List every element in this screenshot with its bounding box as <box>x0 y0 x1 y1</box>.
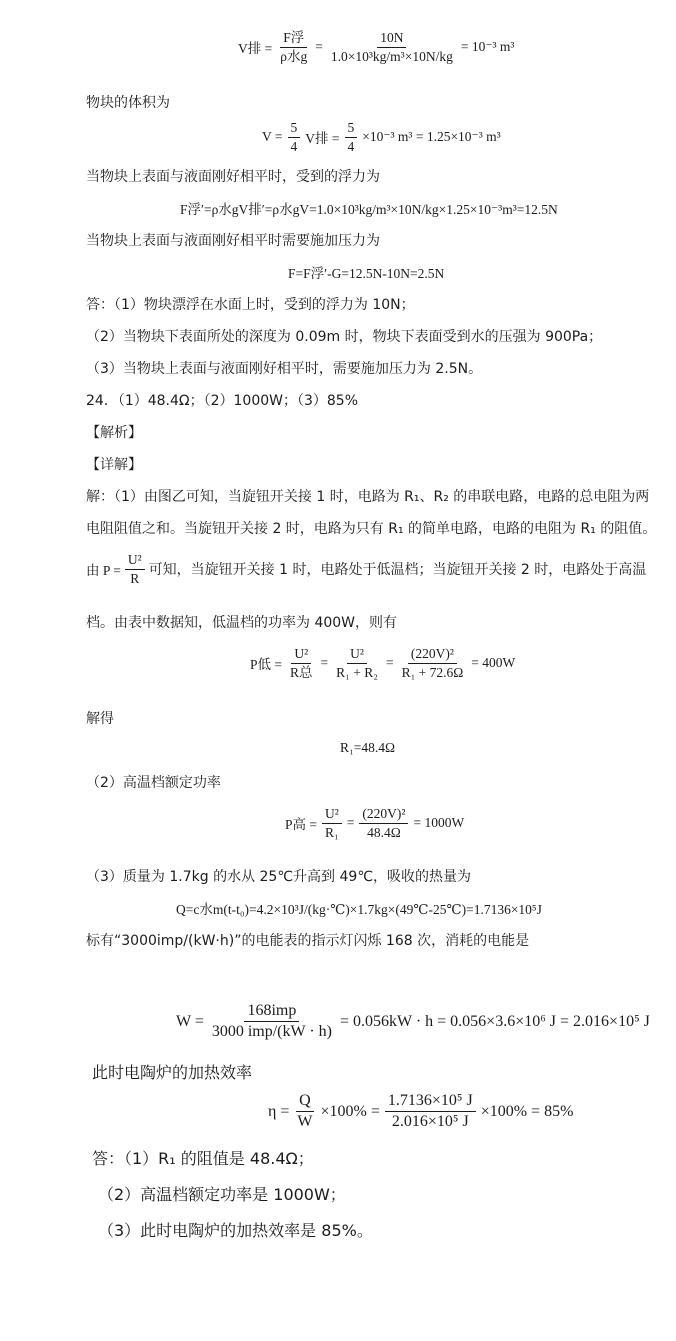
section-heading-details: 【详解】 <box>86 457 142 473</box>
formula-lhs: V排 = <box>238 41 273 57</box>
text-line: 档。由表中数据知，低温档的功率为 400W，则有 <box>86 615 398 631</box>
formula-pressure-force: F=F浮′-G=12.5N-10N=2.5N <box>288 266 445 281</box>
fraction: $\frac{\text{1.7136×10⁵ J}}{\text{2.016×10⁵ J}}$ <box>385 1092 476 1132</box>
text-line: 解得 <box>86 711 114 727</box>
formula-high-power: P高 = $\frac{\text{U²}}{\text{R₁}}$ = $\frac{\text{(220V)²}}{48.4\Omega}$ = 1000W <box>285 806 465 840</box>
text-line: 此时电陶炉的加热效率 <box>92 1063 253 1082</box>
text-line: 当物块上表面与液面刚好相平时，受到的浮力为 <box>86 169 380 185</box>
answer-line: （3）此时电陶炉的加热效率是 85%。 <box>98 1221 373 1240</box>
fraction: $\frac{\text{(220V)²}}{48.4\Omega}$ <box>359 806 408 840</box>
fraction: $\frac{\text{168imp}}{\text{3000 imp/(kW · h)}}$ <box>211 1002 332 1041</box>
fraction: $\frac{5}{4}$ <box>288 120 301 154</box>
text-line: 物块的体积为 <box>86 95 170 111</box>
answer-line: 答：（1）R₁ 的阻值是 48.4Ω； <box>92 1149 314 1168</box>
section-heading-analysis: 【解析】 <box>86 425 142 441</box>
text-line-with-formula: 由 P = $\frac{\text{U²}}{R}$ 可知，当旋钮开关接 1 时，电路处于低温档；当旋钮开关接 2 时，电路处于高温 <box>86 552 647 586</box>
formula-efficiency: η = $\frac{Q}{W}$ ×100% = $\frac{\text{1.7136×10⁵ J}}{\text{2.016×10⁵ J}}$ ×100% = 85% <box>268 1092 574 1131</box>
text-line: 解：（1）由图乙可知，当旋钮开关接 1 时，电路为 R₁、R₂ 的串联电路，电路的总电阻为两 <box>86 489 650 505</box>
formula-heat-absorbed: Q=c水m(t-t₀)=4.2×10³J/(kg·℃)×1.7kg×(49℃-25℃)=1.7136×10⁵J <box>176 902 542 917</box>
text-line: 电阻阻值之和。当旋钮开关接 2 时，电路为只有 R₁ 的简单电路，电路的电阻为 R₁ 的阻值。 <box>86 521 657 537</box>
answer-line: （2）当物块下表面所处的深度为 0.09m 时，物块下表面受到水的压强为 900Pa； <box>86 329 603 345</box>
fraction: $\frac{\text{(220V)²}}{\text{R₁ + 72.6Ω}}$ <box>401 646 464 680</box>
fraction: $\frac{\text{U²}}{\text{R₁}}$ <box>322 806 342 840</box>
answer-line: （2）高温档额定功率是 1000W； <box>98 1185 346 1204</box>
formula-low-power: P低 = $\frac{\text{U²}}{\text{R总}}$ = $\frac{\text{U²}}{\text{R₁ + R₂}}$ = $\frac{\text{(220V)²}}{\text{R₁ + 72.6Ω}}$ = 400W <box>250 646 516 680</box>
formula-r1: R₁=48.4Ω <box>340 740 395 755</box>
formula-buoyancy: F浮′=ρ水gV排′=ρ水gV=1.0×10³kg/m³×10N/kg×1.25×10⁻³m³=12.5N <box>180 202 558 217</box>
answer-line: 答：（1）物块漂浮在水面上时，受到的浮力为 10N； <box>86 297 415 313</box>
text-line: （3）质量为 1.7kg 的水从 25℃升高到 49℃，吸收的热量为 <box>86 869 472 885</box>
fraction: $\frac{\text{U²}}{R}$ <box>125 552 145 586</box>
fraction: $\frac{\text{U²}}{\text{R₁ + R₂}}$ <box>336 646 378 680</box>
fraction: $\frac{5}{4}$ <box>345 120 358 154</box>
formula-energy: W = $\frac{\text{168imp}}{\text{3000 imp/(kW · h)}}$ = 0.056kW · h = 0.056×3.6×10⁶ J = 2.016×10⁵ J <box>176 1002 650 1041</box>
question-answer-summary: 24．（1）48.4Ω；（2）1000W；（3）85% <box>86 393 358 409</box>
formula-v-displaced: V排 = $\frac{\text{F浮}}{\text{ρ水g}}$ = $\frac{10N}{\text{1.0×10³kg/m³×10N/kg}}$ = 10⁻³ m³ <box>238 30 515 64</box>
formula-volume: V = $\frac{5}{4}$ V排 = $\frac{5}{4}$ ×10⁻³ m³ = 1.25×10⁻³ m³ <box>262 120 501 154</box>
fraction: $\frac{\text{F浮}}{\text{ρ水g}}$ <box>280 30 308 64</box>
fraction: $\frac{\text{U²}}{\text{R总}}$ <box>290 646 313 680</box>
text-line: 标有“3000imp/(kW·h)”的电能表的指示灯闪烁 168 次，消耗的电能是 <box>86 933 530 949</box>
answer-line: （3）当物块上表面与液面刚好相平时，需要施加压力为 2.5N。 <box>86 361 483 377</box>
fraction: $\frac{Q}{W}$ <box>297 1092 313 1131</box>
text-line: （2）高温档额定功率 <box>86 775 221 791</box>
fraction: $\frac{10N}{\text{1.0×10³kg/m³×10N/kg}}$ <box>330 30 453 64</box>
text-line: 当物块上表面与液面刚好相平时需要施加压力为 <box>86 233 380 249</box>
